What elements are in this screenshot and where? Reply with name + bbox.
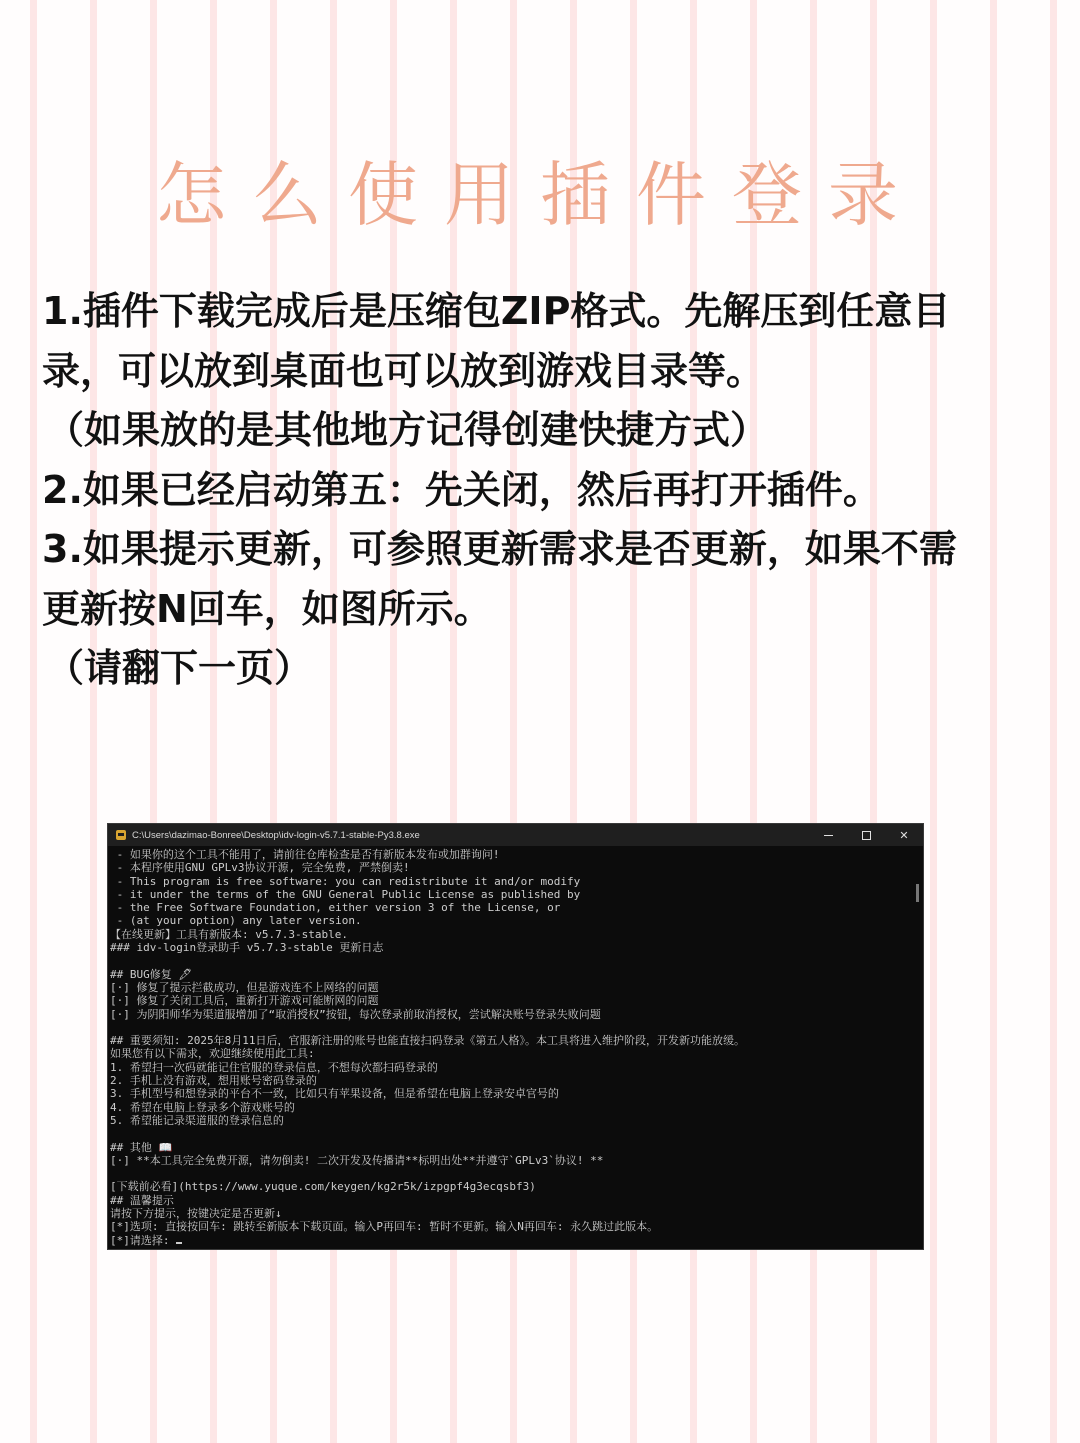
terminal-line: 4. 希望在电脑上登录多个游戏账号的 xyxy=(110,1100,295,1114)
terminal-line: 请按下方提示，按键决定是否更新↓ xyxy=(110,1207,282,1221)
maximize-icon[interactable] xyxy=(847,824,885,846)
terminal-line: - the Free Software Foundation, either version 3 of the License, or xyxy=(110,901,561,915)
instruction-line: 更新按N回车，如图所示。 xyxy=(42,586,492,631)
terminal-screenshot xyxy=(108,824,923,1249)
close-icon[interactable]: ✕ xyxy=(899,829,909,842)
terminal-line: 5. 希望能记录渠道服的登录信息的 xyxy=(110,1113,284,1127)
terminal-line: - it under the terms of the GNU General Public License as published by xyxy=(110,887,581,901)
instruction-line: （如果放的是其他地方记得创建快捷方式） xyxy=(46,408,769,452)
terminal-line xyxy=(110,1021,909,1034)
terminal-scrollbar[interactable] xyxy=(916,884,919,902)
terminal-line: - This program is free software: you can redistribute it and/or modify xyxy=(110,874,581,888)
text-cursor xyxy=(176,1242,182,1244)
console-app-icon xyxy=(116,830,126,840)
instruction-line: 录，可以放到桌面也可以放到游戏目录等。 xyxy=(42,348,765,393)
terminal-line: [·] 为阴阳师华为渠道服增加了“取消授权”按钮，每次登录前取消授权，尝试解决账号登录失败问题 xyxy=(110,1007,601,1021)
terminal-prompt: [*]请选择: xyxy=(110,1233,177,1247)
terminal-line: 如果您有以下需求，欢迎继续使用此工具: xyxy=(110,1047,315,1061)
terminal-line: ## 其他 📖 xyxy=(110,1140,173,1154)
terminal-titlebar[interactable] xyxy=(108,824,923,846)
instruction-line: 1.插件下载完成后是压缩包ZIP格式。先解压到任意目 xyxy=(42,289,951,333)
terminal-line: [下载前必看](https://www.yuque.com/keygen/kg2r5k/izpgpf4g3ecqsbf3) xyxy=(110,1180,536,1194)
terminal-line: [·] 修复了关闭工具后，重新打开游戏可能断网的问题 xyxy=(110,994,379,1008)
terminal-line: [·] **本工具完全免费开源，请勿倒卖! 二次开发及传播请**标明出处**并遵守`GPLv3`协议! ** xyxy=(110,1153,604,1167)
terminal-line: ## 重要须知: 2025年8月11日后，官服新注册的账号也能直接扫码登录《第五人格》。本工具将进入维护阶段，开发新功能放缓。 xyxy=(110,1034,745,1048)
terminal-window-title: C:\Users\dazimao-Bonree\Desktop\idv-login-v5.7.1-stable-Py3.8.exe xyxy=(132,829,420,841)
terminal-line xyxy=(110,1127,909,1140)
terminal-line: [*]选项: 直接按回车: 跳转至新版本下载页面。输入P再回车: 暂时不更新。输入N再回车: 永久跳过此版本。 xyxy=(110,1220,659,1234)
terminal-line: 3. 手机型号和想登录的平台不一致，比如只有苹果设备，但是希望在电脑上登录安卓官号的 xyxy=(110,1087,559,1101)
instruction-line: 2.如果已经启动第五：先关闭，然后再打开插件。 xyxy=(42,467,881,512)
terminal-line: 1. 希望扫一次码就能记住官服的登录信息，不想每次都扫码登录的 xyxy=(110,1060,438,1074)
page-title: 怎么使用插件登录 xyxy=(156,154,924,236)
terminal-output xyxy=(108,846,923,1247)
terminal-line: - 本程序使用GNU GPLv3协议开源, 完全免费, 严禁倒卖! xyxy=(110,861,410,875)
instruction-line: （请翻下一页） xyxy=(46,646,313,690)
terminal-line: ## BUG修复 🖋 xyxy=(110,967,193,981)
terminal-line xyxy=(110,1167,909,1180)
terminal-line: 【在线更新】工具有新版本: v5.7.3-stable. xyxy=(110,927,348,941)
terminal-line: - 如果你的这个工具不能用了，请前往仓库检查是否有新版本发布或加群询问! xyxy=(110,848,500,861)
instructions-text xyxy=(42,282,1062,699)
terminal-line: ### idv-login登录助手 v5.7.3-stable 更新日志 xyxy=(110,941,384,955)
terminal-line xyxy=(110,954,909,967)
terminal-line: - (at your option) any later version. xyxy=(110,914,362,928)
minimize-icon[interactable] xyxy=(809,824,847,846)
terminal-line: ## 温馨提示 xyxy=(110,1193,174,1207)
terminal-line: [·] 修复了提示拦截成功，但是游戏连不上网络的问题 xyxy=(110,980,379,994)
instruction-line: 3.如果提示更新，可参照更新需求是否更新，如果不需 xyxy=(42,527,957,571)
terminal-line: 2. 手机上没有游戏，想用账号密码登录的 xyxy=(110,1074,317,1088)
terminal-prompt-line[interactable] xyxy=(110,1234,909,1247)
